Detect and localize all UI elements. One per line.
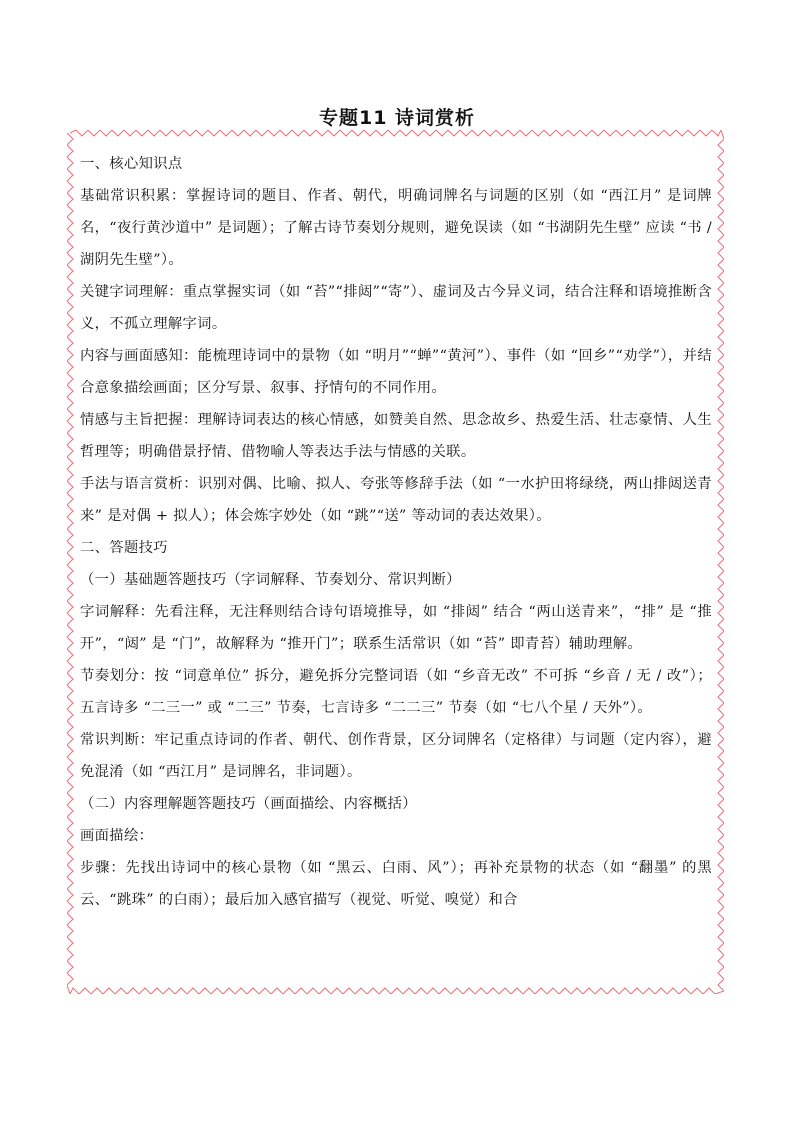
paragraph: 情感与主旨把握：理解诗词表达的核心情感，如赞美自然、思念故乡、热爱生活、壮志豪情、人生哲理等；明确借景抒情、借物喻人等表达手法与情感的关联。 xyxy=(80,412,712,460)
paragraph: 画面描绘： xyxy=(80,828,154,844)
paragraph: 关键字词理解：重点掌握实词（如 “苔”“排闼”“寄”）、虚词及古今异义词，结合注释和语境推断含义，不孤立理解字词。 xyxy=(80,284,712,332)
subsection-heading: （一）基础题答题技巧（字词解释、节奏划分、常识判断） xyxy=(80,572,461,588)
section-heading: 一、核心知识点 xyxy=(80,156,183,172)
paragraph: 节奏划分：按 “词意单位” 拆分，避免拆分完整词语（如 “乡音无改” 不可拆 “乡音 / 无 / 改”）；五言诗多 “二三一” 或 “二三” 节奏，七言诗多 “二二三” 节奏（如 “七八个星 / 天外”）。 xyxy=(80,668,712,716)
section-heading: 二、答题技巧 xyxy=(80,540,168,556)
paragraph: 基础常识积累：掌握诗词的题目、作者、朝代，明确词牌名与词题的区别（如 “西江月” 是词牌名，“夜行黄沙道中” 是词题）；了解古诗节奏划分规则，避免误读（如 “书湖阴先生壁” 应读 “书 / 湖阴先生壁”）。 xyxy=(80,188,713,268)
paragraph: 常识判断：牢记重点诗词的作者、朝代、创作背景，区分词牌名（定格律）与词题（定内容），避免混淆（如 “西江月” 是词牌名，非词题）。 xyxy=(80,732,712,780)
document-body xyxy=(80,148,712,916)
paragraph: 字词解释：先看注释，无注释则结合诗句语境推导，如 “排闼” 结合 “两山送青来”，“排” 是 “推开”，“闼” 是 “门”，故解释为 “推开门”；联系生活常识（如 “苔” 即青苔）辅助理解。 xyxy=(80,604,712,652)
paragraph: 步骤：先找出诗词中的核心景物（如 “黑云、白雨、风”）；再补充景物的状态（如 “翻墨” 的黑云、“跳珠” 的白雨）；最后加入感官描写（视觉、听觉、嗅觉）和合 xyxy=(80,860,712,908)
paragraph: 内容与画面感知：能梳理诗词中的景物（如 “明月”“蝉”“黄河”）、事件（如 “回乡”“劝学”），并结合意象描绘画面；区分写景、叙事、抒情句的不同作用。 xyxy=(80,348,712,396)
subsection-heading: （二）内容理解题答题技巧（画面描绘、内容概括） xyxy=(80,796,417,812)
document-title: 专题11 诗词赏析 xyxy=(318,107,476,129)
paragraph: 手法与语言赏析：识别对偶、比喻、拟人、夸张等修辞手法（如 “一水护田将绿绕，两山排闼送青来” 是对偶 + 拟人）；体会炼字妙处（如 “跳”“送” 等动词的表达效果）。 xyxy=(80,476,712,524)
